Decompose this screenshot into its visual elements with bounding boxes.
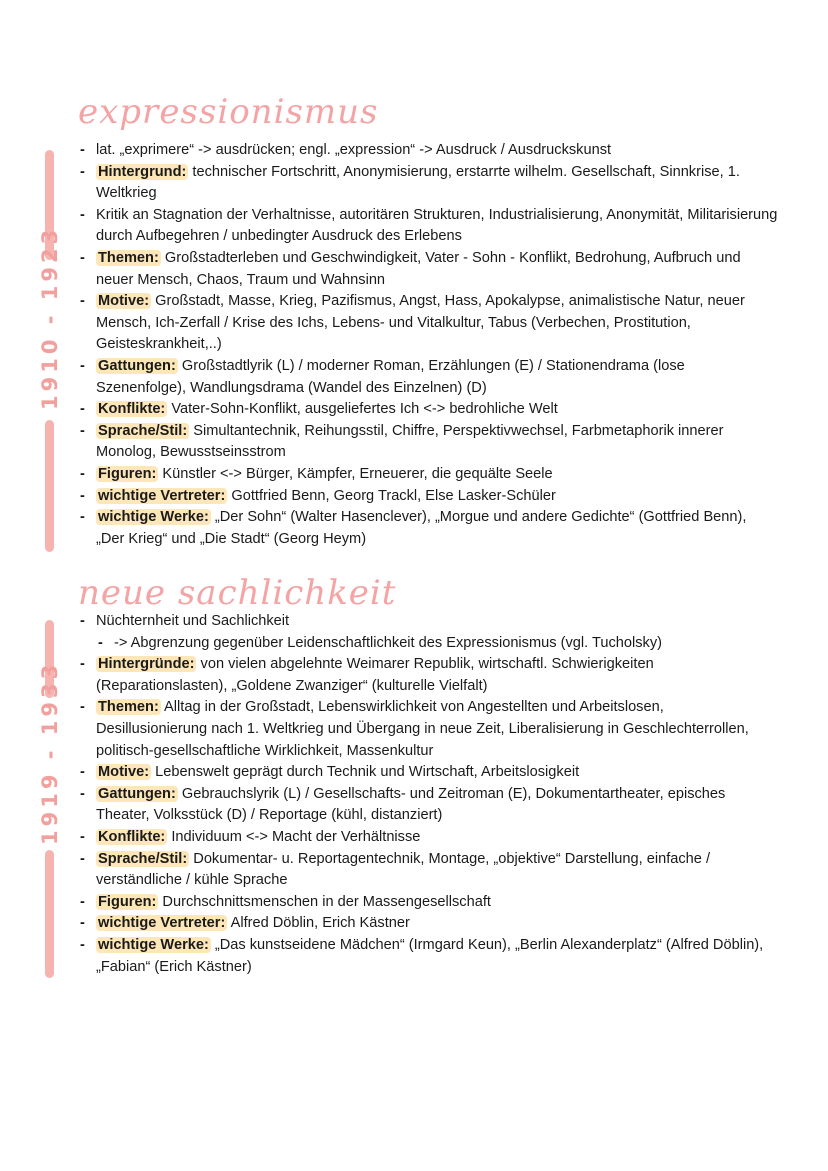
bullet-dash: - [80, 249, 85, 266]
list-item [78, 205, 778, 248]
item-text: „Der Sohn“ (Walter Hasenclever), „Morgue und andere Gedichte“ (Gottfried Benn), „Der Krieg“ und „Die Stadt“ (Georg Heym) [96, 509, 747, 547]
list-item [78, 611, 778, 633]
item-text: Lebenswelt geprägt durch Technik und Wirtschaft, Arbeitslosigkeit [151, 764, 580, 781]
list-item [78, 356, 778, 399]
list-item [78, 140, 778, 162]
bullet-dash: - [80, 206, 85, 223]
item-label: Sprache/Stil: [98, 422, 188, 439]
item-text: Großstadterleben und Geschwindigkeit, Vater - Sohn - Konflikt, Bedrohung, Aufbruch und neuer Mensch, Chaos, Traum und Wahnsinn [96, 249, 741, 288]
item-label: Hintergründe: [98, 656, 195, 673]
bullet-dash: - [80, 828, 85, 845]
list-item [78, 464, 778, 486]
item-label: Figuren: [98, 465, 157, 482]
list-item [78, 827, 778, 849]
list-item [78, 291, 778, 356]
bullet-dash: - [80, 163, 85, 180]
item-label: Motive: [98, 293, 150, 310]
item-label: wichtige Werke: [98, 509, 209, 526]
item-label: Themen: [98, 699, 159, 716]
item-label: Konflikte: [98, 828, 166, 845]
item-text: Dokumentar- u. Reportagentechnik, Montage, „objektive“ Darstellung, einfache / verständliche / kühle Sprache [96, 850, 711, 889]
item-text: Alltag in der Großstadt, Lebenswirklichkeit von Angestellten und Arbeitslosen, Desillusionierung nach 1. Weltkrieg und Übergang in neue Zeit, Liberalisierung in Geschlechterrollen, politisch-gesellschaftliche Wirklichkeit, Massenkultur [96, 699, 749, 759]
item-text: Alfred Döblin, Erich Kästner [227, 915, 410, 932]
section-heading-expressionismus: expressionismus [78, 92, 379, 132]
item-text: von vielen abgelehnte Weimarer Republik, wirtschaftl. Schwierigkeiten (Reparationslasten), „Goldene Zwanziger“ (kulturelle Vielfalt) [96, 656, 654, 694]
item-text: Künstler <-> Bürger, Kämpfer, Erneuerer, die gequälte Seele [158, 465, 553, 482]
list-item [78, 399, 778, 421]
bullet-dash: - [80, 487, 85, 504]
item-text: Gebrauchslyrik (L) / Gesellschafts- und Zeitroman (E), Dokumentartheater, episches Theater, Volksstück (D) / Reportage (kühl, distanziert) [96, 785, 726, 824]
item-text: Großstadtlyrik (L) / moderner Roman, Erzählungen (E) / Stationendrama (lose Szenenfolge), Wandlungsdrama (Wandel des Einzelnen) (D) [96, 357, 685, 396]
item-text: technischer Fortschritt, Anonymisierung, erstarrte wilhelm. Gesellschaft, Sinnkrise, 1. Weltkrieg [96, 163, 740, 202]
item-text: Gottfried Benn, Georg Trackl, Else Lasker-Schüler [227, 487, 556, 504]
bullet-dash: - [80, 915, 85, 932]
bullet-dash: - [80, 699, 85, 716]
item-label: wichtige Vertreter: [98, 915, 226, 932]
item-text: Simultantechnik, Reihungsstil, Chiffre, Perspektivwechsel, Farbmetaphorik innerer Monolog, Bewusstseinsstrom [96, 422, 724, 461]
list-item [78, 697, 778, 762]
item-label: Themen: [98, 249, 159, 266]
item-label: Figuren: [98, 893, 157, 910]
bullet-dash: - [80, 893, 85, 910]
bullet-dash: - [80, 357, 85, 374]
item-text: lat. „exprimere“ -> ausdrücken; engl. „expression“ -> Ausdruck / Ausdruckskunst [96, 142, 612, 158]
bullet-dash: - [80, 422, 85, 439]
item-text: Großstadt, Masse, Krieg, Pazifismus, Angst, Hass, Apokalypse, animalistische Natur, neuer Mensch, Ich-Zerfall / Krise des Ichs, Lebens- und Vitalkultur, Tabus (Verbechen, Prostitution, Geisteskrankheit,..) [96, 293, 745, 353]
bullet-dash: - [80, 293, 85, 310]
neue-sachlichkeit-list [78, 611, 778, 978]
bullet-dash: - [80, 613, 85, 629]
item-text: Nüchternheit und Sachlichkeit [96, 613, 290, 629]
expressionismus-list [78, 140, 778, 550]
bullet-dash: - [80, 936, 85, 953]
item-label: Motive: [98, 764, 150, 781]
bullet-dash: - [80, 656, 85, 673]
section-heading-neue-sachlichkeit: neue sachlichkeit [78, 573, 397, 613]
list-item [78, 507, 778, 550]
item-text: -> Abgrenzung gegenüber Leidenschaftlichkeit des Expressionismus (vgl. Tucholsky) [114, 634, 662, 651]
list-item [78, 913, 778, 935]
list-item [78, 421, 778, 464]
item-label: wichtige Werke: [98, 936, 209, 953]
item-label: Gattungen: [98, 785, 176, 802]
bullet-dash: - [80, 850, 85, 867]
list-item [78, 654, 778, 697]
year-range: 1919 - 1933 [38, 660, 62, 845]
bullet-dash: - [80, 785, 85, 802]
list-item [78, 633, 778, 655]
item-text: Individuum <-> Macht der Verhältnisse [167, 828, 421, 845]
list-item [78, 248, 778, 291]
list-item [78, 849, 778, 892]
item-label: Konflikte: [98, 401, 166, 418]
bullet-dash: - [80, 764, 85, 781]
list-item [78, 486, 778, 508]
item-text: Kritik an Stagnation der Verhaltnisse, autoritären Strukturen, Industrialisierung, Anonymität, Militarisierung durch Aufbegehren / unbedingter Ausdruck des Erlebens [96, 206, 778, 245]
bullet-dash: - [98, 634, 103, 651]
item-text: „Das kunstseidene Mädchen“ (Irmgard Keun), „Berlin Alexanderplatz“ (Alfred Döblin), „Fabian“ (Erich Kästner) [96, 936, 764, 975]
item-label: Hintergrund: [98, 163, 187, 180]
item-text: Durchschnittsmenschen in der Massengesellschaft [158, 893, 491, 910]
bullet-dash: - [80, 142, 85, 158]
list-item [78, 762, 778, 784]
item-label: Gattungen: [98, 357, 176, 374]
item-label: Sprache/Stil: [98, 850, 188, 867]
item-text: Vater-Sohn-Konflikt, ausgeliefertes Ich <-> bedrohliche Welt [167, 401, 558, 418]
list-item [78, 162, 778, 205]
list-item [78, 784, 778, 827]
bullet-dash: - [80, 465, 85, 482]
item-label: wichtige Vertreter: [98, 487, 226, 504]
list-item [78, 935, 778, 978]
bullet-dash: - [80, 509, 85, 526]
bullet-dash: - [80, 401, 85, 418]
list-item [78, 892, 778, 914]
year-range: 1910 - 1923 [38, 225, 62, 410]
